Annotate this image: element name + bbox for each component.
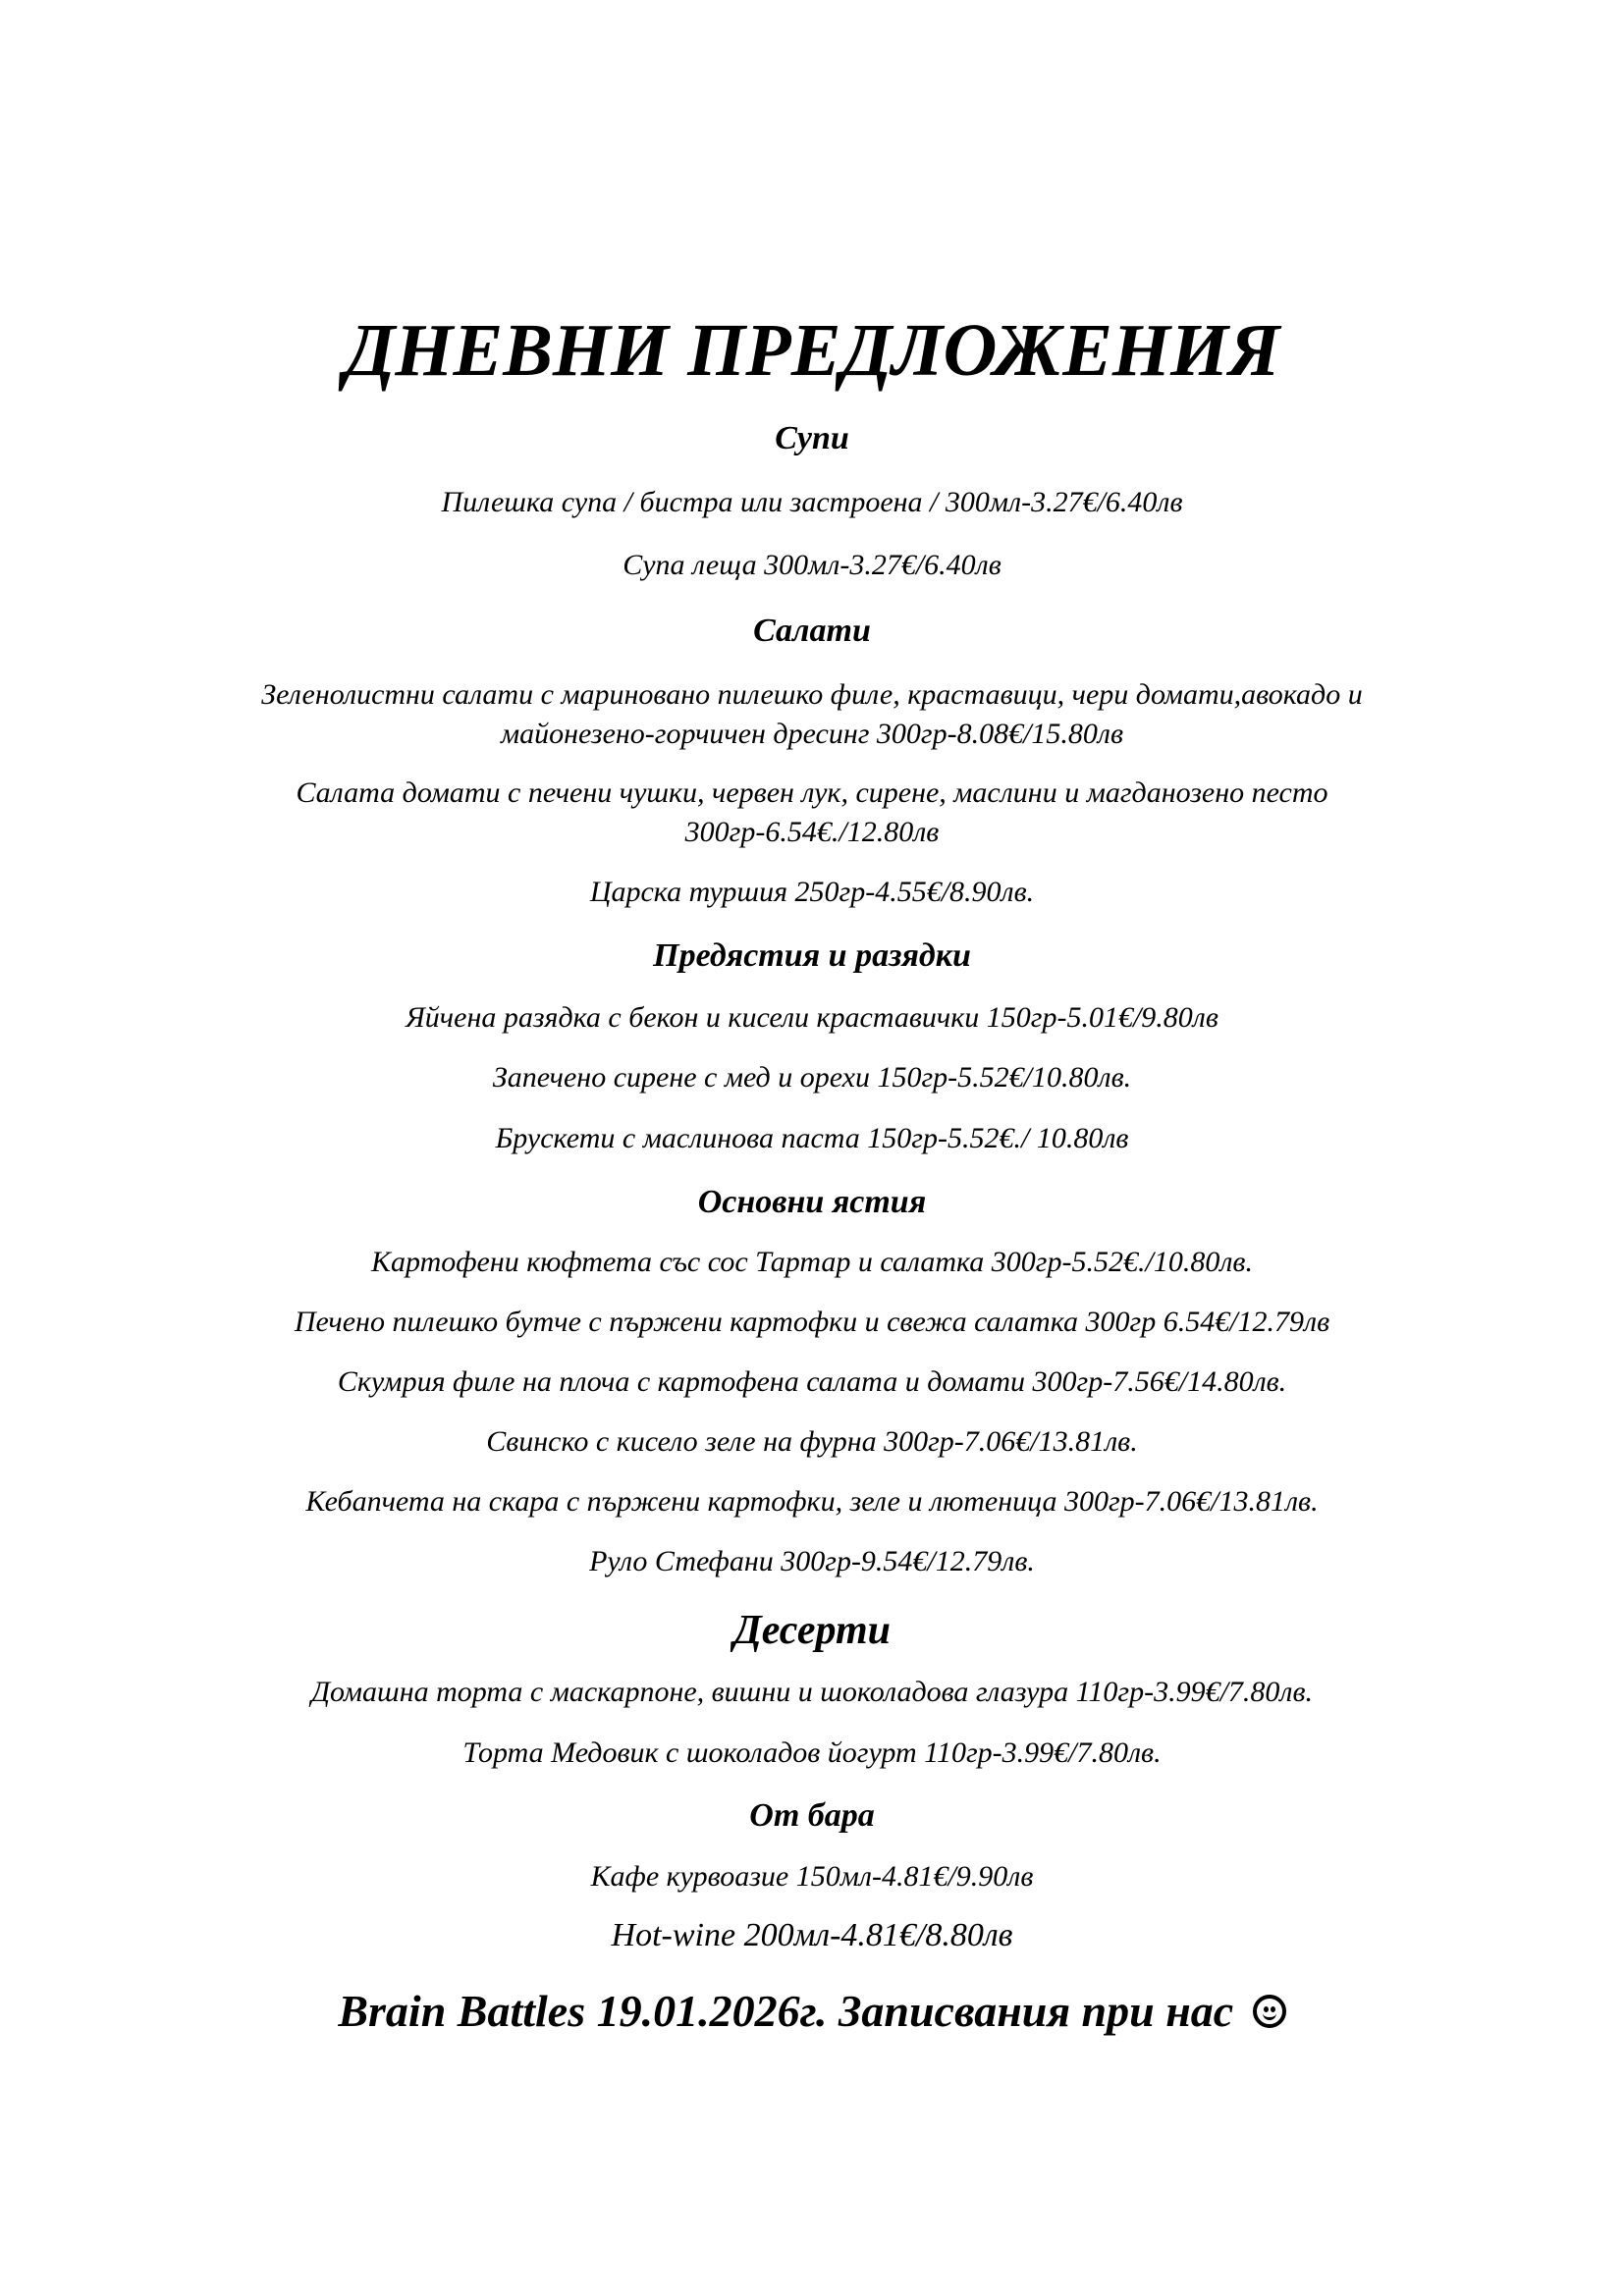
- section-heading-mains: Основни ястия: [697, 1184, 927, 1220]
- menu-item-mascarpone-cake: Домашна торта с маскарпоне, вишни и шоколадова глазура 110гр-3.99€/7.80лв.: [310, 1676, 1314, 1708]
- section-heading-salads: Салати: [753, 613, 871, 649]
- menu-item-tomato-salad-line2: 300гр-6.54€./12.80лв: [684, 816, 940, 848]
- section-heading-bar: От бара: [749, 1797, 875, 1834]
- menu-item-green-salad-line2: майонезено-горчичен дресинг 300гр-8.08€/15.80лв: [500, 718, 1124, 750]
- page-title: ДНЕВНИ ПРЕДЛОЖЕНИЯ: [344, 309, 1280, 392]
- menu-item-baked-cheese: Запечено сирене с мед и орехи 150гр-5.52€/10.80лв.: [492, 1061, 1132, 1094]
- menu-item-pork-sauerkraut: Свинско с кисело зеле на фурна 300гр-7.06€/13.81лв.: [486, 1425, 1138, 1458]
- section-heading-soups: Супи: [775, 420, 849, 456]
- menu-item-medovik-cake: Торта Медовик с шоколадов йогурт 110гр-3.99€/7.80лв.: [462, 1736, 1162, 1769]
- menu-item-bruschetta: Брускети с маслинова паста 150гр-5.52€./ 10.80лв: [495, 1122, 1129, 1154]
- menu-item-chicken-leg: Печено пилешко бутче с пържени картофки и свежа салатка 300гр 6.54€/12.79лв: [294, 1306, 1330, 1338]
- section-heading-desserts: Десерти: [733, 1608, 891, 1653]
- section-heading-starters: Предястия и разядки: [653, 937, 971, 974]
- footer-text: Brain Battles 19.01.2026г. Записвания при нас: [338, 1986, 1234, 2036]
- menu-item-egg-spread: Яйчена разядка с бекон и кисели краставички 150гр-5.01€/9.80лв: [406, 1001, 1218, 1034]
- menu-item-green-salad-line1: Зеленолистни салати с мариновано пилешко филе, краставици, чери домати,авокадо и: [261, 678, 1363, 711]
- menu-item-tomato-salad-line1: Салата домати с печени чушки, червен лук, сирене, маслини и магданозено песто: [296, 776, 1328, 809]
- menu-item-rulo-stefani: Руло Стефани 300гр-9.54€/12.79лв.: [589, 1545, 1035, 1577]
- smiley-icon: [1253, 1995, 1286, 2028]
- menu-item-mackerel: Скумрия филе на плоча с картофена салата и домати 300гр-7.56€/14.80лв.: [337, 1365, 1287, 1398]
- menu-item-kebapcheta: Кебапчета на скара с пържени картофки, зеле и лютеница 300гр-7.06€/13.81лв.: [305, 1485, 1319, 1518]
- menu-item-chicken-soup: Пилешка супа / бистра или застроена / 300мл-3.27€/6.40лв: [441, 486, 1183, 518]
- menu-item-hot-wine: Hot-wine 200мл-4.81€/8.80лв: [611, 1917, 1013, 1953]
- footer-announcement: [0, 1983, 1624, 2040]
- menu-item-lentil-soup: Супа леща 300мл-3.27€/6.40лв: [623, 549, 1001, 581]
- menu-item-coffee-courvoisier: Кафе курвоазие 150мл-4.81€/9.90лв: [590, 1860, 1034, 1893]
- menu-item-potato-croquettes: Картофени кюфтета със сос Тартар и салатка 300гр-5.52€./10.80лв.: [371, 1246, 1253, 1278]
- menu-item-tsarska-turshia: Царска туршия 250гр-4.55€/8.90лв.: [589, 876, 1035, 908]
